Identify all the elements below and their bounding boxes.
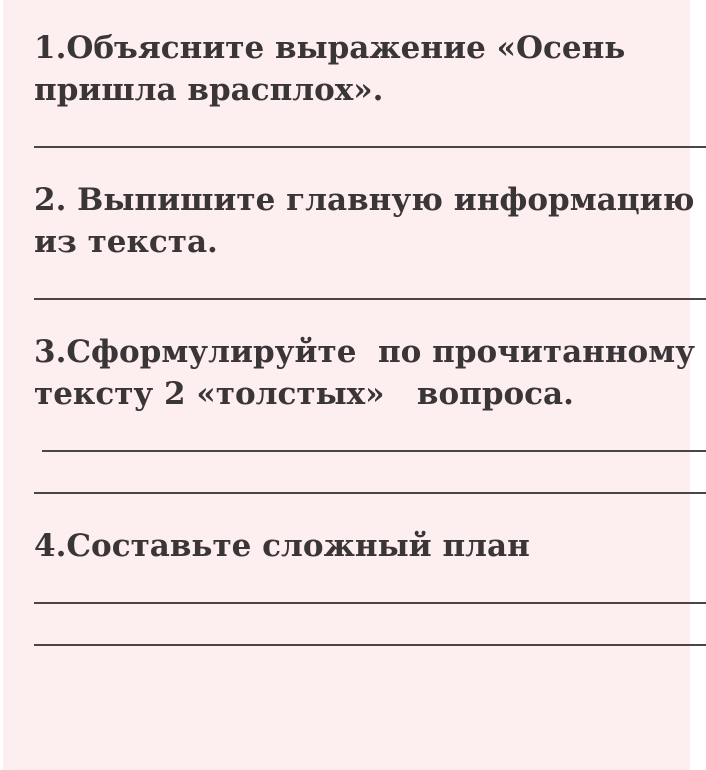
task-4 [34, 525, 530, 567]
answer-line-4b[interactable] [34, 644, 706, 646]
task-4-line-1: 4.Составьте сложный план [34, 528, 530, 564]
task-3-line-1: 3.Сформулируйте по прочитанному [34, 334, 696, 370]
task-2-line-2: из текста. [34, 224, 218, 260]
answer-line-2[interactable] [34, 298, 706, 300]
task-2 [34, 179, 694, 263]
task-3-line-2: тексту 2 «толстых» вопроса. [34, 376, 574, 412]
task-1-line-2: пришла врасплох». [34, 72, 384, 108]
task-1 [34, 27, 625, 111]
answer-line-1[interactable] [34, 146, 706, 148]
task-3 [34, 331, 695, 415]
answer-line-3b[interactable] [34, 492, 706, 494]
answer-line-3a[interactable] [42, 450, 706, 452]
task-2-line-1: 2. Выпишите главную информацию [34, 182, 695, 218]
task-1-line-1: 1.Объясните выражение «Осень [34, 30, 626, 66]
answer-line-4a[interactable] [34, 602, 706, 604]
